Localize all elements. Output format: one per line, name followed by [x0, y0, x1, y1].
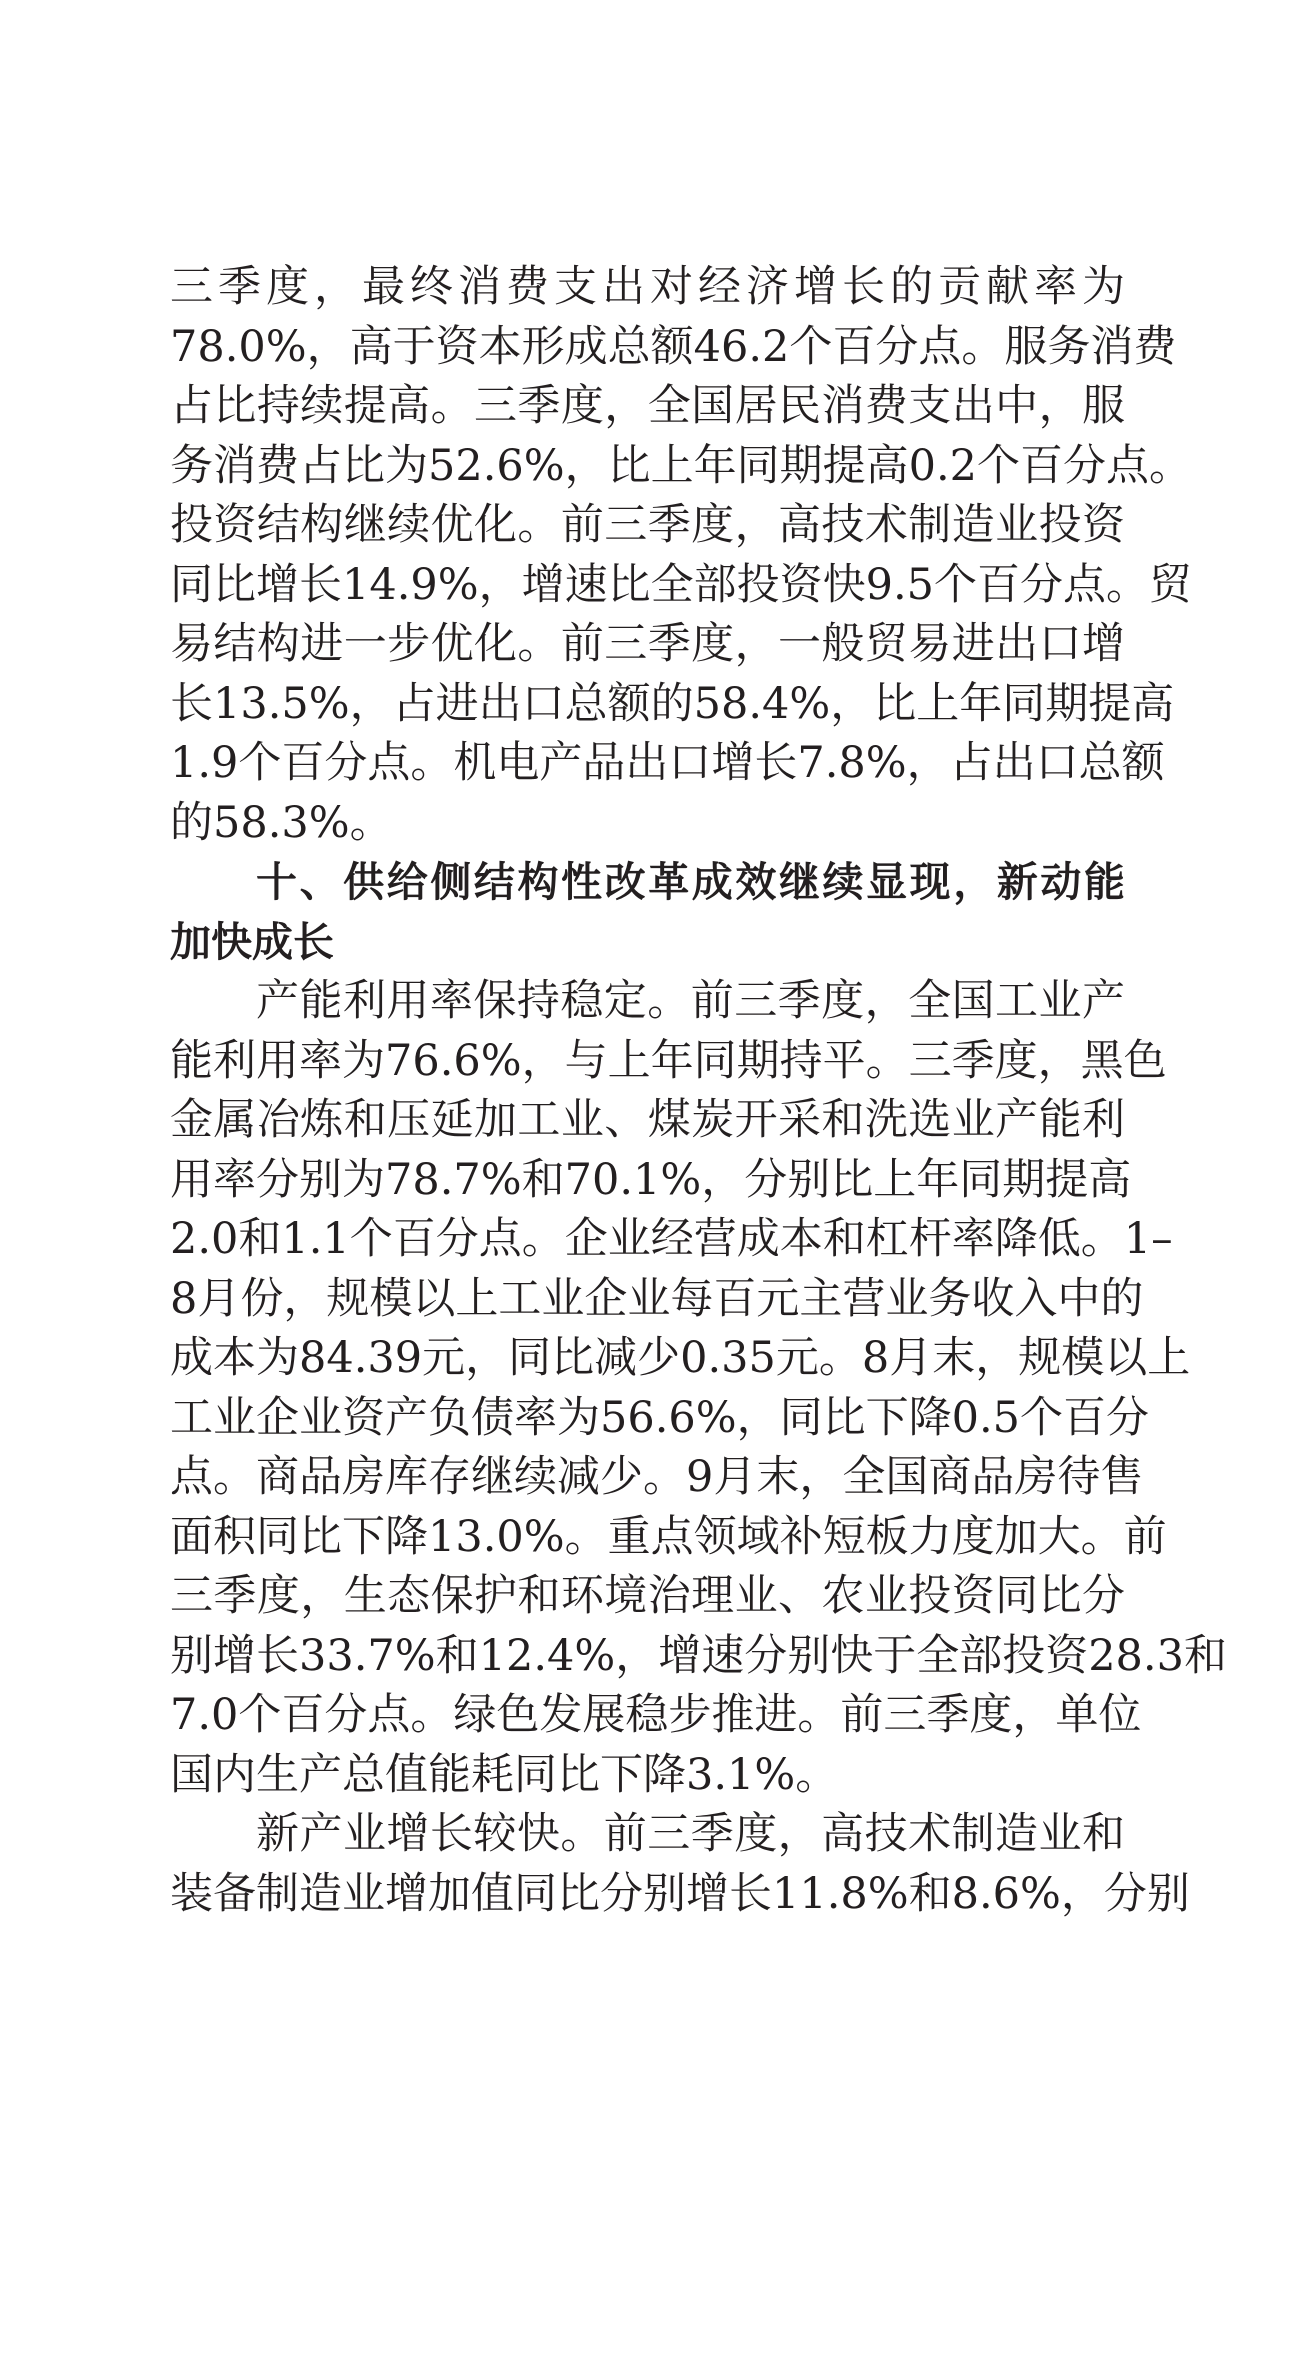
text-line: 工业企业资产负债率为56.6%，同比下降0.5个百分: [170, 1392, 1149, 1443]
text-line: 的58.3%。: [170, 797, 393, 848]
text-line: 成本为84.39元，同比减少0.35元。8月末，规模以上: [170, 1333, 1191, 1383]
body-text: [170, 258, 1227, 1924]
text-line: 务消费占比为52.6%，比上年同期提高0.2个百分点。: [170, 440, 1192, 491]
text-line: 三季度，最终消费支出对经济增长的贡献率为: [170, 262, 1125, 312]
text-line: 长13.5%，占进出口总额的58.4%，比上年同期提高: [170, 678, 1175, 729]
paragraph-consumption-investment-trade: [170, 258, 1192, 853]
paragraph-new-industries: [170, 1805, 1190, 1924]
paragraph-capacity-cost-inventory: [170, 972, 1227, 1805]
text-line: 78.0%，高于资本形成总额46.2个百分点。服务消费: [170, 321, 1177, 372]
heading-line: 加快成长: [170, 917, 334, 966]
text-line: 国内生产总值能耗同比下降3.1%。: [170, 1749, 839, 1800]
text-line: 能利用率为76.6%，与上年同期持平。三季度，黑色: [170, 1035, 1167, 1086]
text-line: 7.0个百分点。绿色发展稳步推进。前三季度，单位: [170, 1690, 1142, 1740]
text-line: 8月份，规模以上工业企业每百元主营业务收入中的: [170, 1273, 1144, 1324]
text-line: 产能利用率保持稳定。前三季度，全国工业产: [256, 976, 1125, 1026]
section-heading: [170, 853, 1125, 972]
text-line: 别增长33.7%和12.4%，增速分别快于全部投资28.3和: [170, 1630, 1227, 1681]
text-line: 1.9个百分点。机电产品出口增长7.8%，占出口总额: [170, 738, 1165, 788]
text-line: 同比增长14.9%，增速比全部投资快9.5个百分点。贸: [170, 559, 1192, 610]
text-line: 三季度，生态保护和环境治理业、农业投资同比分: [170, 1571, 1125, 1621]
text-line: 2.0和1.1个百分点。企业经营成本和杠杆率降低。1–: [170, 1214, 1173, 1264]
text-line: 装备制造业增加值同比分别增长11.8%和8.6%，分别: [170, 1868, 1190, 1919]
text-line: 面积同比下降13.0%。重点领域补短板力度加大。前: [170, 1511, 1167, 1562]
text-line: 易结构进一步优化。前三季度，一般贸易进出口增: [170, 619, 1125, 669]
text-line: 点。商品房库存继续减少。9月末，全国商品房待售: [170, 1452, 1144, 1502]
text-line: 金属冶炼和压延加工业、煤炭开采和洗选业产能利: [170, 1095, 1125, 1145]
text-line: 占比持续提高。三季度，全国居民消费支出中，服: [170, 381, 1125, 431]
text-line: 新产业增长较快。前三季度，高技术制造业和: [256, 1809, 1125, 1859]
text-line: 用率分别为78.7%和70.1%，分别比上年同期提高: [170, 1154, 1132, 1205]
text-line: 投资结构继续优化。前三季度，高技术制造业投资: [170, 500, 1125, 550]
heading-line: 十、供给侧结构性改革成效继续显现，新动能: [256, 858, 1125, 906]
